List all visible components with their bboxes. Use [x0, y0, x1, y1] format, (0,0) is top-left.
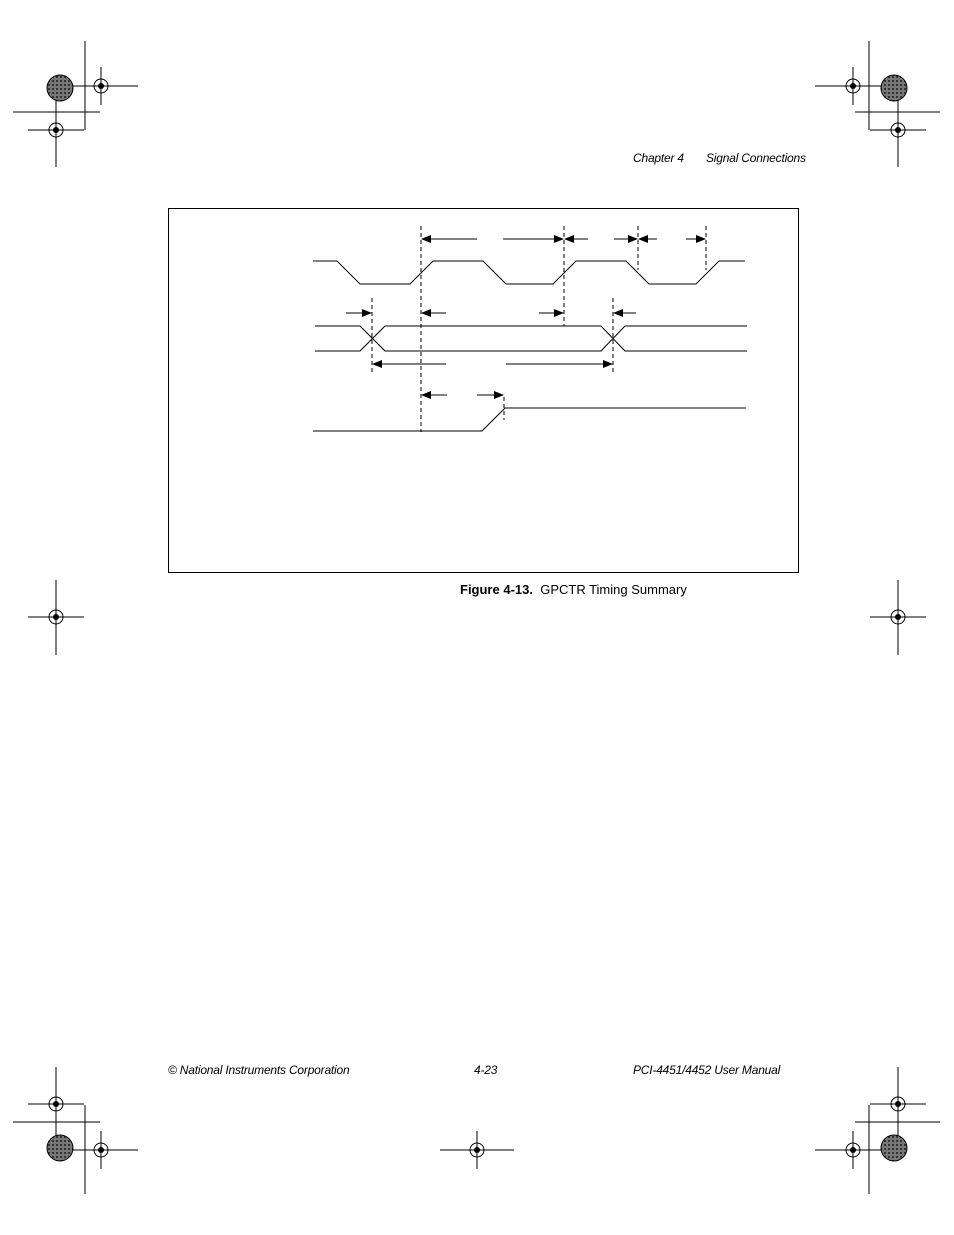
clock-waveform [313, 261, 745, 284]
running-header-chapter: Chapter 4 [633, 151, 684, 165]
figure-caption [460, 582, 687, 597]
data-waveform-lower [315, 326, 747, 351]
data-waveform-upper [315, 326, 747, 351]
registration-mark-bottom-right [815, 1067, 940, 1194]
figure-number: Figure 4-13. [460, 582, 533, 597]
rosette-icon [881, 75, 907, 101]
rosette-icon [881, 1135, 907, 1161]
figure-title: GPCTR Timing Summary [540, 582, 687, 597]
timing-diagram [313, 226, 747, 432]
timing-arrowheads [362, 235, 706, 399]
registration-mark-bottom-left [13, 1067, 138, 1194]
timing-reference-lines [372, 226, 706, 432]
rosette-icon [47, 75, 73, 101]
rosette-icon [47, 1135, 73, 1161]
running-header-section: Signal Connections [706, 151, 806, 165]
output-waveform [313, 408, 746, 431]
registration-mark-top-left [13, 41, 138, 167]
footer-copyright: © National Instruments Corporation [168, 1063, 350, 1077]
footer-manual-title: PCI-4451/4452 User Manual [633, 1063, 781, 1077]
footer-page-number: 4-23 [474, 1063, 498, 1077]
registration-mark-top-right [815, 41, 940, 167]
